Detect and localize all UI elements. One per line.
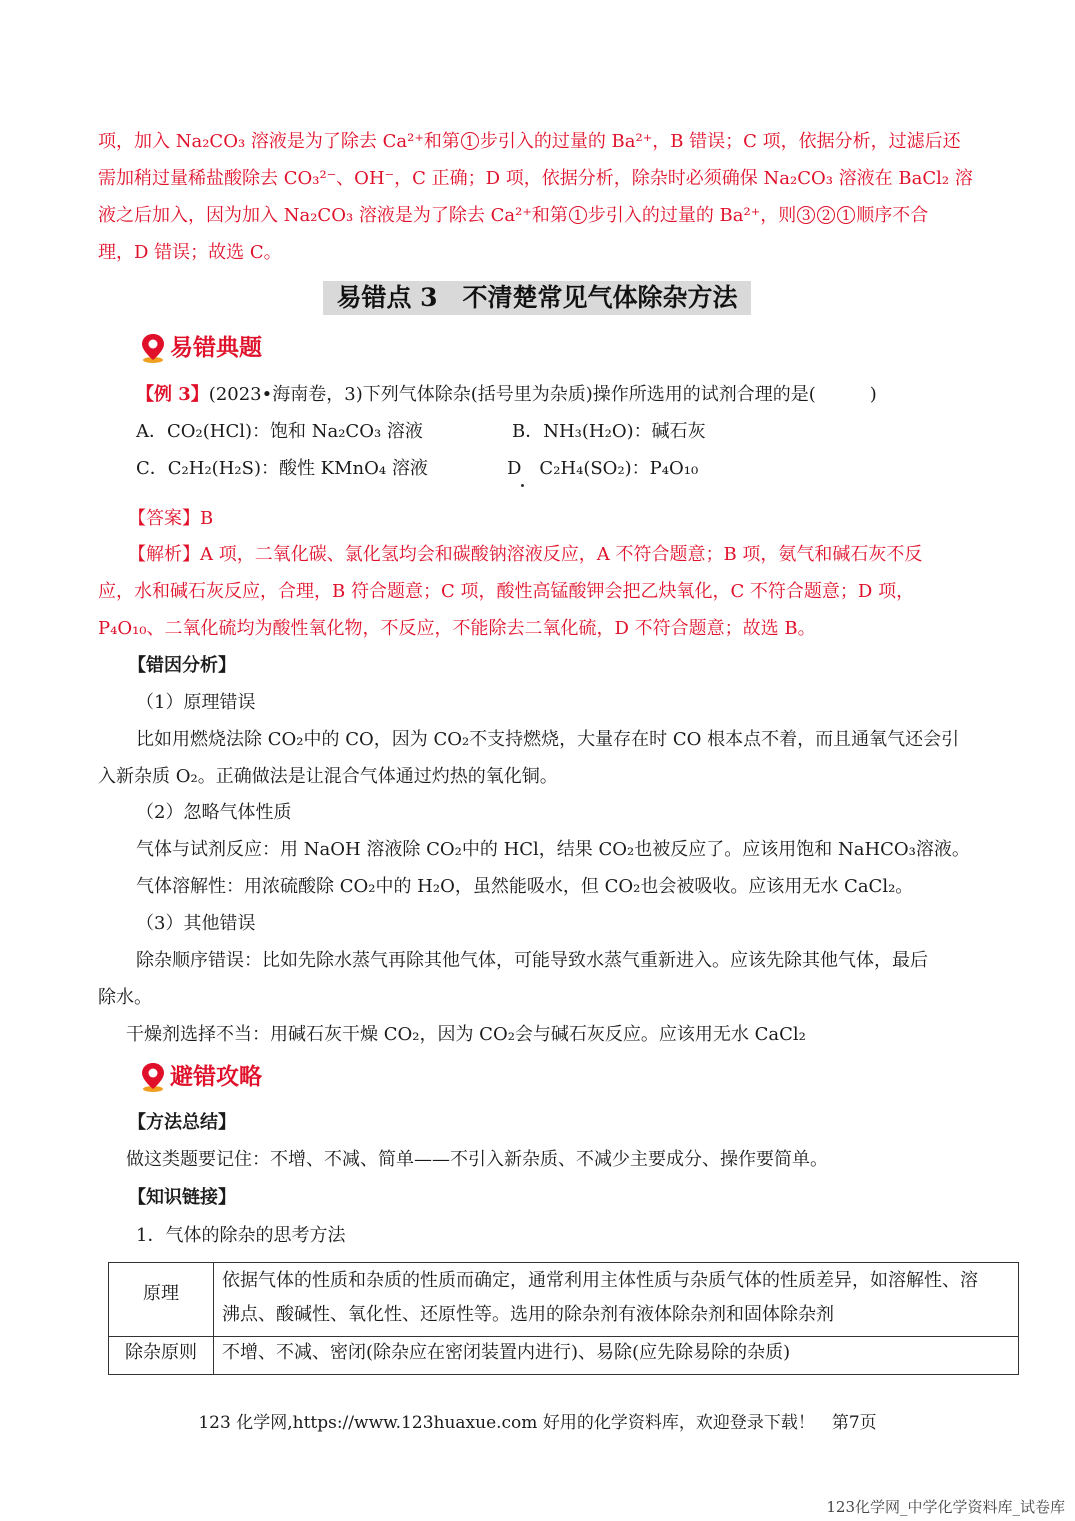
- circled-number: 1: [837, 206, 855, 224]
- error-item-3-line-1: 除杂顺序错误：比如先除水蒸气再除其他气体，可能导致水蒸气重新进入。应该先除其他气体，最后: [136, 950, 928, 971]
- intro-line-3: [98, 204, 928, 228]
- intro-line-2: 需加稍过量稀盐酸除去 CO₃²⁻、OH⁻，C 正确；D 项，依据分析，除杂时必须确保 Na₂CO₃ 溶液在 BaCl₂ 溶: [98, 168, 973, 189]
- heading-text: 避错攻略: [170, 1063, 262, 1090]
- error-item-3-line-2: 除水。: [98, 987, 152, 1008]
- error-analysis-label: 【错因分析】: [128, 655, 236, 676]
- analysis-text: A 项，二氧化碳、氯化氢均会和碳酸钠溶液反应，A 不符合题意；B 项，氨气和碱石灰不反: [200, 544, 923, 565]
- heading-typical-errors: [140, 332, 262, 364]
- circled-number: 1: [569, 206, 587, 224]
- page-footer: 123 化学网,https://www.123huaxue.com 好用的化学资料库，欢迎登录下载！ 第7页: [198, 1413, 877, 1433]
- error-item-2-line-1: 气体与试剂反应：用 NaOH 溶液除 CO₂中的 HCl，结果 CO₂也被反应了。应该用饱和 NaHCO₃溶液。: [136, 839, 970, 860]
- answer-label: 【答案】: [128, 508, 200, 529]
- intro-text: 液之后加入，因为加入 Na₂CO₃ 溶液是为了除去 Ca²⁺和第: [98, 205, 568, 226]
- answer: [128, 507, 213, 531]
- error-item-1-line-1: 比如用燃烧法除 CO₂中的 CO，因为 CO₂不支持燃烧，大量存在时 CO 根本点不着，而且通氧气还会引: [136, 729, 960, 750]
- circled-number: 1: [461, 132, 479, 150]
- error-item-1-title: （1）原理错误: [136, 692, 256, 713]
- intro-text: 顺序不合: [856, 205, 929, 226]
- example-stem: [136, 383, 877, 407]
- intro-text: 步引入的过量的 Ba²⁺，B 错误；C 项，依据分析，过滤后还: [479, 131, 961, 152]
- analysis-line-1: [128, 543, 922, 567]
- stray-dot: [521, 484, 524, 487]
- error-item-3-title: （3）其他错误: [136, 913, 256, 934]
- section-title: 易错点 3 不清楚常见气体除杂方法: [323, 281, 751, 315]
- intro-text: 步引入的过量的 Ba²⁺，则: [587, 205, 797, 226]
- watermark: 123化学网_中学化学资料库_试卷库: [826, 1498, 1065, 1516]
- intro-text: 项，加入 Na₂CO₃ 溶液是为了除去 Ca²⁺和第: [98, 131, 460, 152]
- option-c: C．C₂H₂(H₂S)：酸性 KMnO₄ 溶液: [136, 458, 428, 479]
- error-item-2-title: （2）忽略气体性质: [136, 802, 292, 823]
- analysis-label: 【解析】: [128, 544, 200, 565]
- analysis-line-3: P₄O₁₀、二氧化硫均为酸性氧化物，不反应，不能除去二氧化硫，D 不符合题意；故选 B。: [98, 618, 816, 639]
- answer-value: B: [200, 508, 214, 529]
- error-item-2-line-2: 气体溶解性：用浓硫酸除 CO₂中的 H₂O，虽然能吸水，但 CO₂也会被吸收。应该用无水 CaCl₂。: [136, 876, 914, 897]
- method-summary-label: 【方法总结】: [128, 1112, 236, 1133]
- method-table: [108, 1262, 1019, 1375]
- table-row-1-line-1: 依据气体的性质和杂质的性质而确定，通常利用主体性质与杂质气体的性质差异，如溶解性、溶: [222, 1270, 978, 1291]
- intro-line-1: [98, 130, 961, 154]
- table-row-2-text: 不增、不减、密闭(除杂应在密闭装置内进行)、易除(应先除易除的杂质): [222, 1342, 791, 1363]
- error-item-3-line-3: 干燥剂选择不当：用碱石灰干燥 CO₂，因为 CO₂会与碱石灰反应。应该用无水 CaCl₂: [126, 1024, 806, 1045]
- table-row-1-line-2: 沸点、酸碱性、氧化性、还原性等。选用的除杂剂有液体除杂剂和固体除杂剂: [222, 1304, 834, 1325]
- heading-text: 易错典题: [170, 334, 262, 361]
- knowledge-link-item-1: 1．气体的除杂的思考方法: [136, 1225, 346, 1246]
- option-a: A．CO₂(HCl)：饱和 Na₂CO₃ 溶液: [136, 421, 423, 442]
- circled-number: 3: [797, 206, 815, 224]
- intro-line-4: 理，D 错误；故选 C。: [98, 242, 282, 263]
- option-b: B．NH₃(H₂O)：碱石灰: [512, 421, 706, 442]
- analysis-line-2: 应，水和碱石灰反应，合理，B 符合题意；C 项，酸性高锰酸钾会把乙炔氧化，C 不符合题意；D 项，: [98, 581, 915, 602]
- option-d: D C₂H₄(SO₂)：P₄O₁₀: [507, 458, 699, 479]
- table-row-2-label: 除杂原则: [125, 1342, 197, 1363]
- method-summary-text: 做这类题要记住：不增、不减、简单——不引入新杂质、不减少主要成分、操作要简单。: [126, 1149, 828, 1170]
- knowledge-link-label: 【知识链接】: [128, 1187, 236, 1208]
- location-pin-icon: [140, 1061, 166, 1093]
- error-item-1-line-2: 入新杂质 O₂。正确做法是让混合气体通过灼热的氧化铜。: [98, 766, 558, 787]
- heading-avoid-errors: [140, 1061, 262, 1093]
- circled-number: 2: [817, 206, 835, 224]
- example-label: 【例 3】: [136, 384, 209, 405]
- example-question: (2023•海南卷，3)下列气体除杂(括号里为杂质)操作所选用的试剂合理的是( ): [208, 384, 877, 405]
- location-pin-icon: [140, 332, 166, 364]
- table-row-1-label: 原理: [143, 1283, 179, 1304]
- table-column-divider: [213, 1263, 214, 1374]
